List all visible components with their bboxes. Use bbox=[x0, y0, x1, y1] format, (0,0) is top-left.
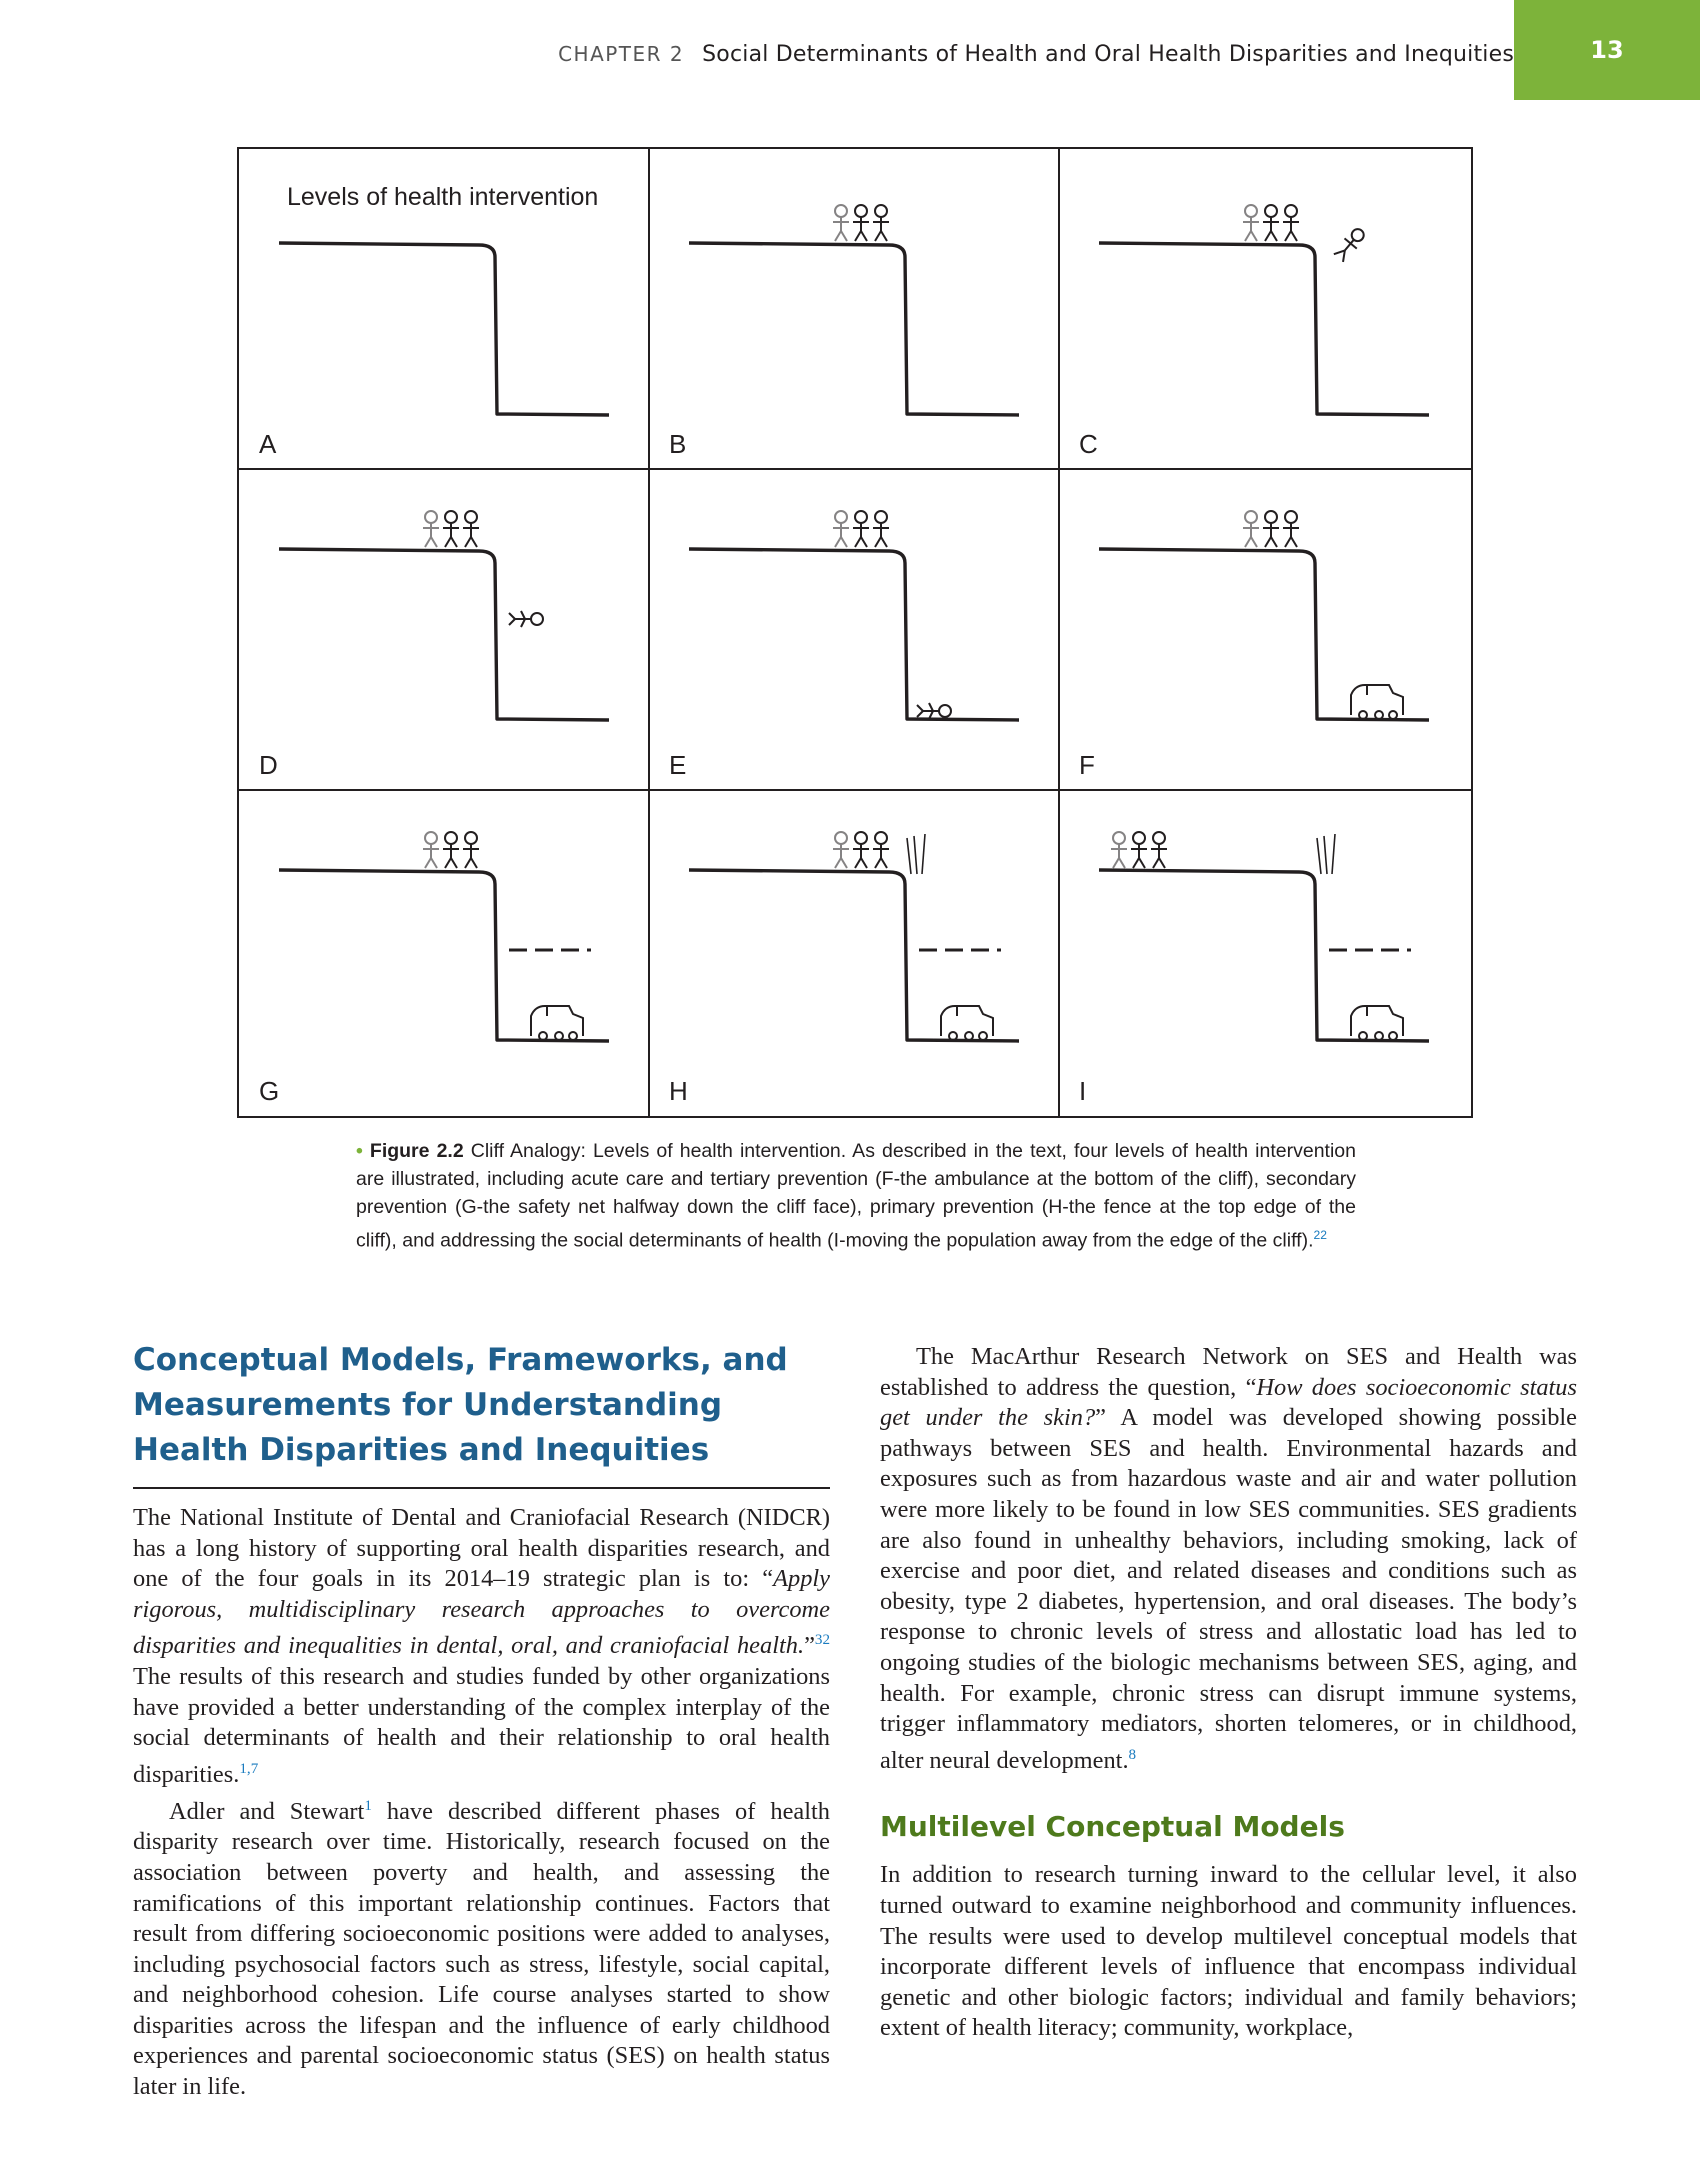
falling-person bbox=[509, 611, 543, 627]
population-figures bbox=[833, 832, 889, 868]
page-number: 13 bbox=[1514, 0, 1700, 100]
ambulance bbox=[1351, 685, 1403, 719]
subsection-heading: Multilevel Conceptual Models bbox=[880, 1810, 1345, 1844]
quote: How does socioeconomic status get under the skin? bbox=[880, 1373, 1577, 1432]
population-figures bbox=[1111, 832, 1167, 868]
caption-reference[interactable]: 22 bbox=[1313, 1228, 1327, 1242]
cliff-outline bbox=[1099, 549, 1429, 720]
caption-text: Cliff Analogy: Levels of health intervention. As described in the text, four levels of health intervention are illustrated, including acute care and tertiary prevention (F-the ambulance at the bottom of the cliff), secondary prevention (G-the safety net halfway down the cliff face), primary prevention (H-the fence at the top edge of the cliff), and addressing the social determinants of health (I-moving the population away from the edge of the cliff). bbox=[356, 1140, 1356, 1252]
paragraph: Adler and Stewart$^1$ have described different phases of health disparity research over time. Historically, research focused on the association between poverty and health, and assessing the ramifications of this important relationship continues. Factors that result from differing socioeconomic positions were added to analyses, including psychosocial factors such as stress, lifestyle, social capital, and neighborhood cohesion. Life course analyses started to show disparities across the lifespan and the influence of early childhood experiences and parental socioeconomic status (SES) on health status later in life. bbox=[133, 1797, 830, 2101]
cliff-outline bbox=[689, 870, 1019, 1041]
cliff-outline bbox=[689, 549, 1019, 720]
cliff-outline bbox=[1099, 243, 1429, 415]
caption-bullet: • bbox=[356, 1140, 370, 1162]
paragraph: The MacArthur Research Network on SES and Health was established to address the question, “How does socioeconomic status get under the skin?” A model was developed showing possible pathways between SES and health. Environmental hazards and exposures such as from hazardous waste and air and water pollution were more likely to be found in low SES communities. SES gradients are also found in unhealthy behaviors, including smoking, lack of exercise and poor diet, and related diseases and conditions such as obesity, type 2 diabetes, hypertension, and oral diseases. The body’s response to chronic levels of stress and allostatic load has led to ongoing studies of the biologic mechanisms between SES, aging, and health. For example, chronic stress can disrupt immune systems, trigger inflammatory mediators, shorten telomeres, or in childhood, alter neural development.$^8$ bbox=[880, 1343, 1578, 1774]
panel-letter: C bbox=[1079, 429, 1098, 459]
left-column bbox=[133, 1338, 830, 2103]
paragraph: In addition to research turning inward to the cellular level, it also turned outward to examine neighborhood and community influences. The results were used to develop multilevel conceptual models that incorporate different levels of influence that encompass individual genetic and other biologic factors; individual and family behaviors; extent of health literacy; community, workplace, bbox=[880, 1861, 1577, 2042]
falling-person bbox=[1332, 225, 1367, 263]
population-figures bbox=[1243, 511, 1299, 547]
figure-drawing bbox=[239, 149, 1471, 1116]
cliff-outline bbox=[279, 870, 609, 1041]
panel-letter: E bbox=[669, 750, 687, 780]
reference[interactable]: 1,7 bbox=[239, 1760, 259, 1777]
population-figures bbox=[833, 511, 889, 547]
panel-letter: F bbox=[1079, 750, 1095, 780]
chapter-title: Social Determinants of Health and Oral Health Disparities and Inequities bbox=[702, 42, 1514, 67]
fallen-person bbox=[917, 703, 951, 719]
ambulance bbox=[941, 1006, 993, 1040]
population-figures bbox=[1243, 205, 1299, 241]
ambulance bbox=[1351, 1006, 1403, 1040]
panel-letter: B bbox=[669, 429, 687, 459]
cliff-outline bbox=[689, 243, 1019, 415]
population-figures bbox=[423, 832, 479, 868]
cliff-outline bbox=[1099, 870, 1429, 1041]
panel-letter: D bbox=[259, 750, 278, 780]
fence bbox=[1317, 834, 1335, 874]
right-column bbox=[880, 1342, 1577, 2044]
chapter-label: CHAPTER 2 bbox=[558, 42, 685, 66]
panel-letter: A bbox=[259, 429, 277, 459]
population-figures bbox=[833, 205, 889, 241]
section-heading: Conceptual Models, Frameworks, and Measurements for Understanding Health Disparities and Inequities bbox=[133, 1338, 830, 1489]
cliff-outline bbox=[279, 243, 609, 415]
quote: Apply rigorous, multidisciplinary research approaches to overcome disparities and inequalities in dental, oral, and craniofacial health. bbox=[133, 1565, 830, 1660]
reference[interactable]: 1 bbox=[364, 1797, 372, 1814]
ambulance bbox=[531, 1006, 583, 1040]
figure-label: Figure 2.2 bbox=[369, 1140, 464, 1162]
cliff-outline bbox=[279, 549, 609, 720]
population-figures bbox=[423, 511, 479, 547]
panel-letter: I bbox=[1079, 1076, 1087, 1106]
reference[interactable]: 32 bbox=[814, 1632, 830, 1649]
reference[interactable]: 8 bbox=[1128, 1746, 1137, 1763]
paragraph: The National Institute of Dental and Craniofacial Research (NIDCR) has a long history of supporting oral health disparities research, and one of the four goals in its 2014–19 strategic plan is to: “Apply rigorous, multidisciplinary research approaches to overcome disparities and inequalities in dental, oral, and craniofacial health.”$^{32}$ The results of this research and studies funded by other organizations have provided a better understanding of the complex interplay of the social determinants of health and their relationship to oral health disparities.$^{1,7}$ bbox=[133, 1504, 830, 1788]
cliff-analogy-figure bbox=[237, 147, 1473, 1118]
panel-letter: H bbox=[669, 1076, 688, 1106]
running-header bbox=[558, 42, 1514, 67]
figure-caption bbox=[356, 1137, 1356, 1255]
fence bbox=[907, 834, 925, 874]
panel-title: Levels of health intervention bbox=[287, 183, 599, 211]
panel-letter: G bbox=[259, 1076, 280, 1106]
